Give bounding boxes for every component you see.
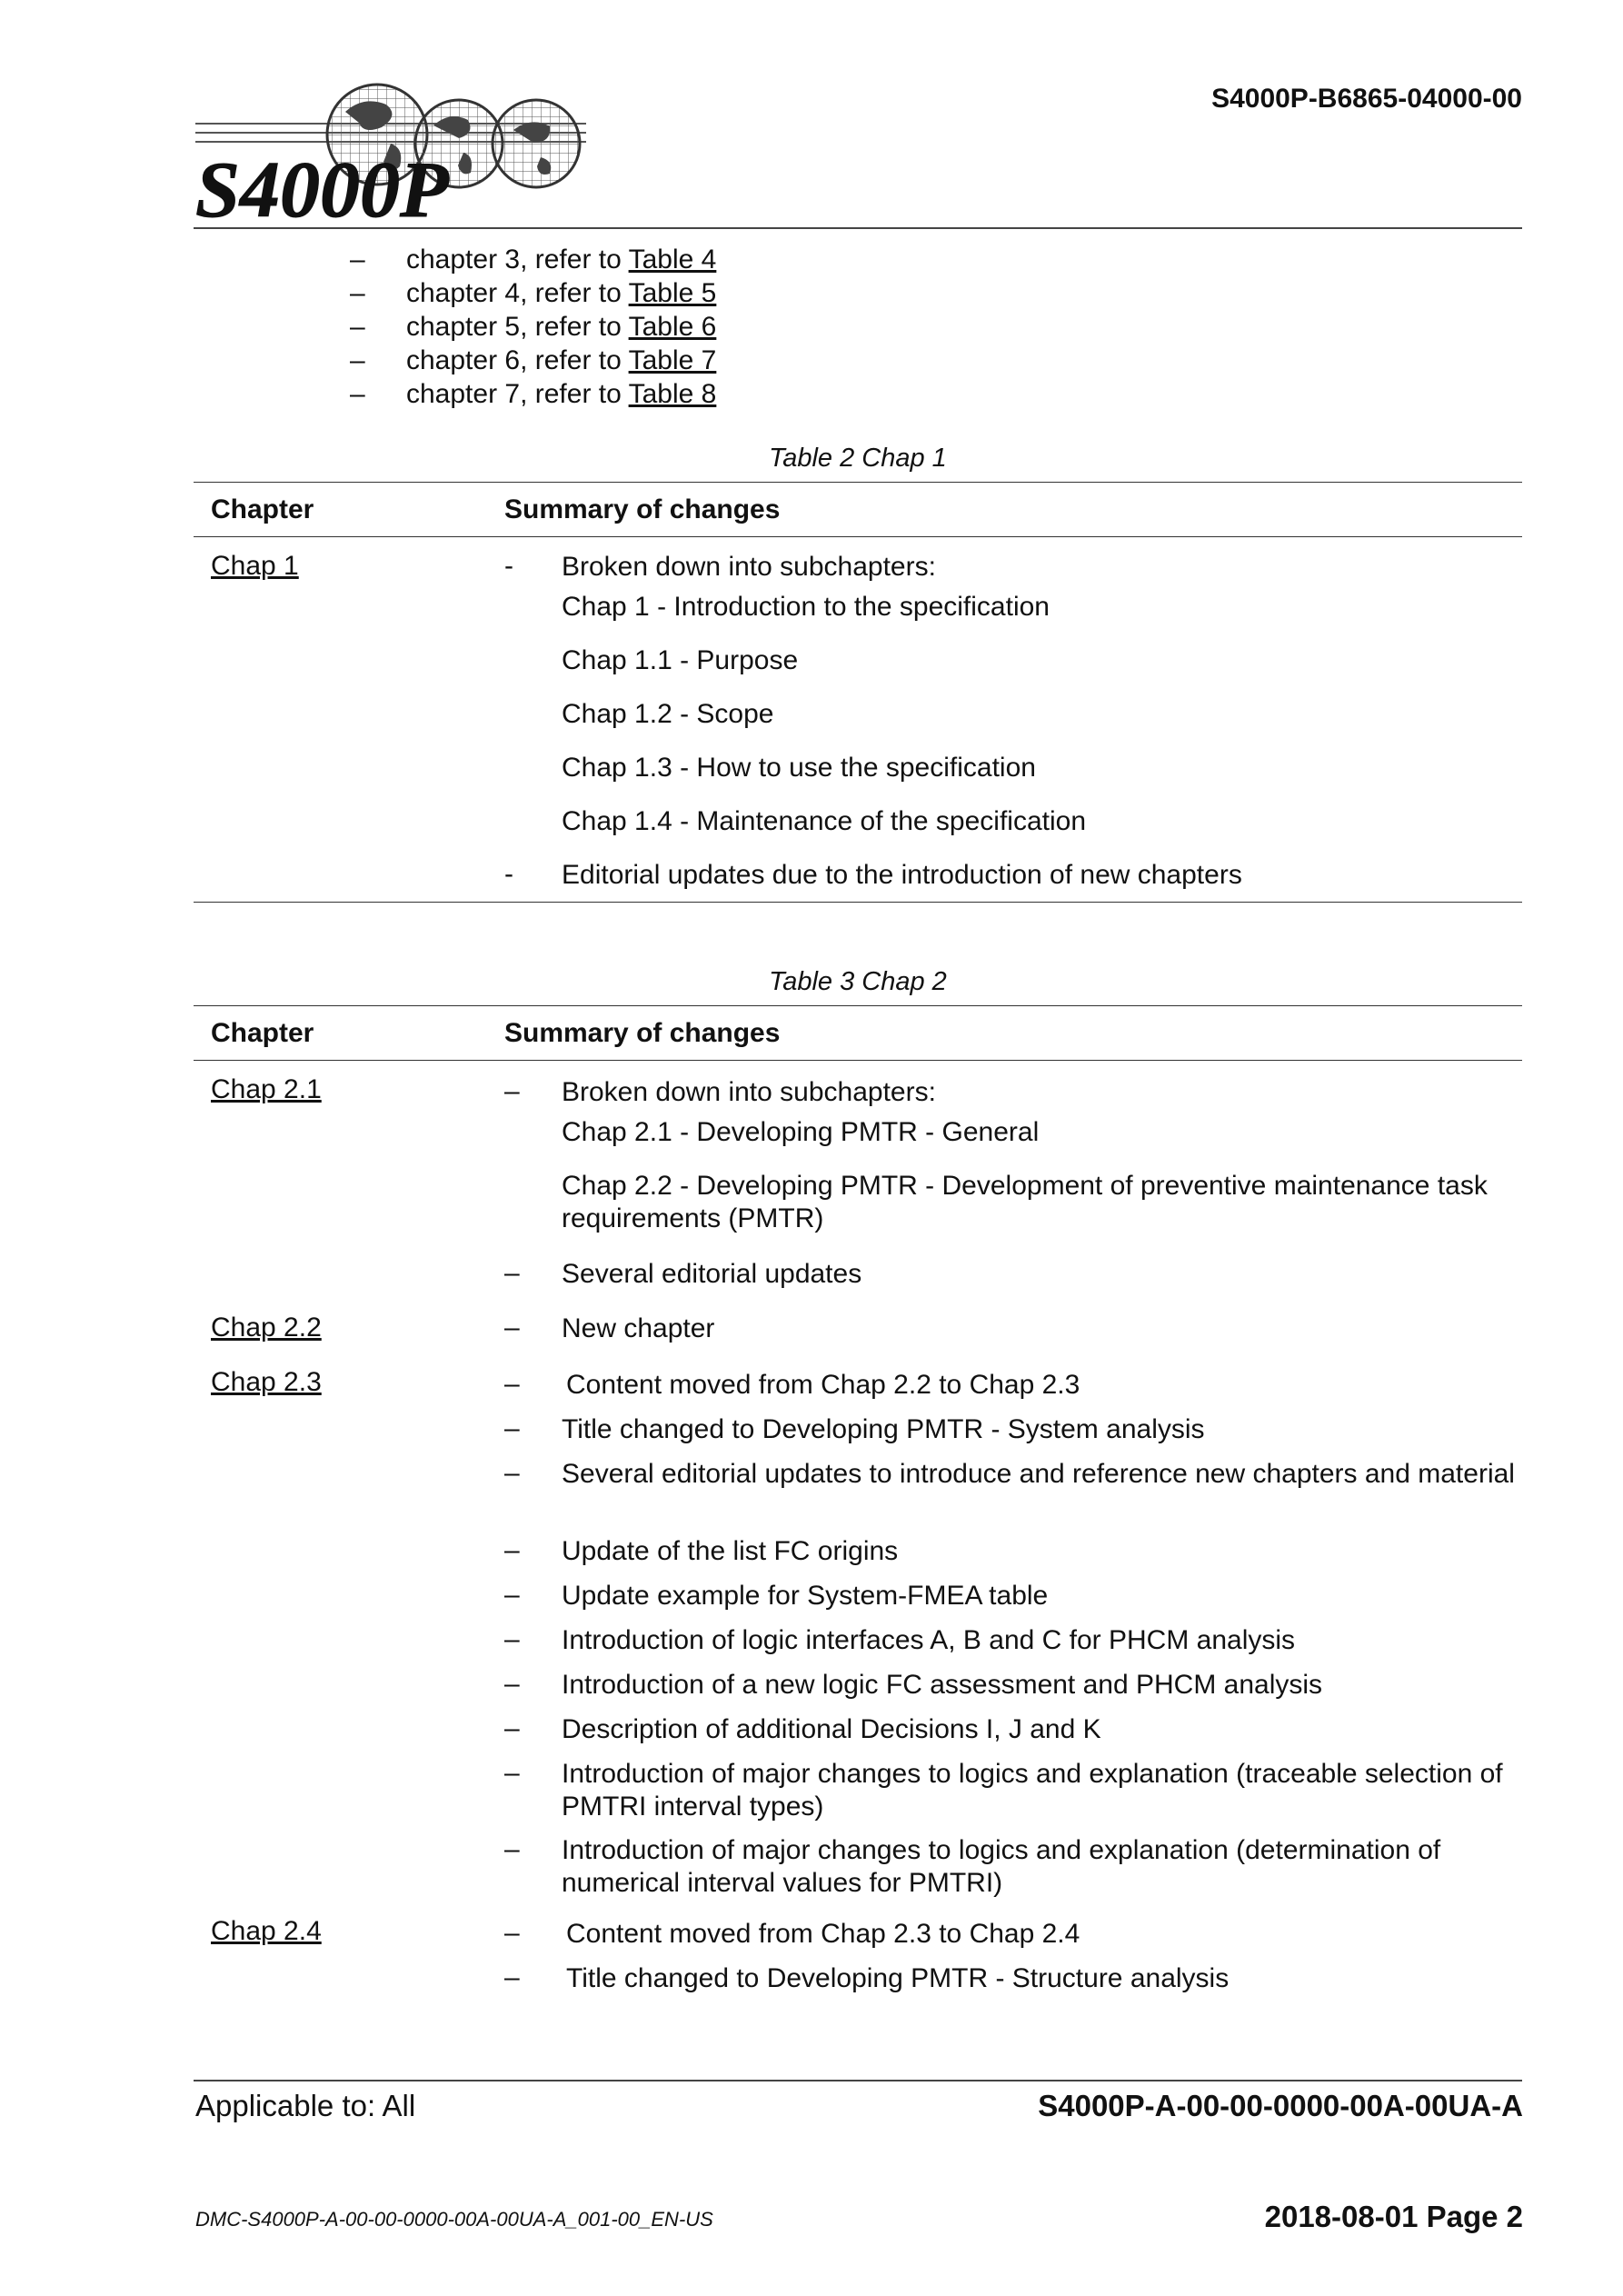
bullet-dash: –: [504, 1624, 520, 1654]
bullet-dash: –: [504, 1535, 520, 1565]
subchapter-item: Chap 1.2 - Scope: [562, 699, 774, 729]
table-4-link[interactable]: Table 4: [628, 245, 717, 275]
table-6-link[interactable]: Table 6: [628, 312, 717, 342]
header-rule: [194, 227, 1522, 229]
bullet-dash: –: [504, 1258, 520, 1288]
table-2-header-rule: [194, 536, 1522, 537]
bullet-dash: -: [504, 551, 513, 581]
subchapter-item: Chap 1.1 - Purpose: [562, 645, 799, 675]
summary-item: Introduction of a new logic FC assessment and PHCM analysis: [562, 1670, 1323, 1700]
bullet-dash: –: [504, 1369, 520, 1399]
data-module-filename: DMC-S4000P-A-00-00-0000-00A-00UA-A_001-00_EN-US: [195, 2208, 713, 2231]
table-2-bottom-rule: [194, 902, 1522, 903]
summary-item: Update example for System-FMEA table: [562, 1581, 1049, 1611]
summary-item: Introduction of major changes to logics and explanation (traceable selection of PMTRI interval types): [562, 1759, 1503, 1822]
table-2-top-rule: [194, 482, 1522, 483]
bullet-dash: –: [504, 1758, 520, 1788]
summary-item: Broken down into subchapters:: [562, 552, 936, 582]
table-8-link[interactable]: Table 8: [628, 379, 717, 409]
chap-2-4-link[interactable]: Chap 2.4: [211, 1916, 322, 1946]
summary-item: Title changed to Developing PMTR - System analysis: [562, 1414, 1205, 1444]
chap-1-link[interactable]: Chap 1: [211, 551, 299, 581]
bullet-dash: –: [504, 1962, 520, 1992]
bullet-dash: –: [504, 1918, 520, 1948]
table-3-header-rule: [194, 1060, 1522, 1061]
table-3-header-summary: Summary of changes: [504, 1018, 781, 1048]
summary-item: Several editorial updates: [562, 1259, 862, 1289]
table-2-header-chapter: Chapter: [211, 494, 314, 524]
chap-2-2-link[interactable]: Chap 2.2: [211, 1313, 322, 1343]
globe-icon: [493, 100, 580, 187]
bullet-dash: –: [504, 1580, 520, 1610]
page-date-number: 2018-08-01 Page 2: [1264, 2200, 1523, 2233]
chapter-ref-item: – chapter 7, refer to Table 8: [350, 379, 717, 409]
summary-item: Update of the list FC origins: [562, 1536, 899, 1566]
chap-2-3-link[interactable]: Chap 2.3: [211, 1367, 322, 1397]
chapter-ref-item: – chapter 3, refer to Table 4: [350, 245, 717, 275]
table-5-link[interactable]: Table 5: [628, 278, 717, 308]
logo-wordmark: S4000P: [195, 146, 449, 225]
summary-item: Introduction of major changes to logics and explanation (determination of numerical interval values for PMTRI): [562, 1835, 1441, 1898]
applicability-statement: Applicable to: All: [195, 2089, 416, 2122]
subchapter-item: Chap 1 - Introduction to the specification: [562, 592, 1050, 622]
document-code: S4000P-B6865-04000-00: [1211, 84, 1522, 114]
subchapter-item: Chap 2.2 - Developing PMTR - Development of preventive maintenance task requirements (PMTR): [562, 1171, 1488, 1233]
bullet-dash: –: [504, 1713, 520, 1743]
summary-item: Content moved from Chap 2.3 to Chap 2.4: [566, 1919, 1080, 1949]
footer-rule: [194, 2080, 1522, 2081]
bullet-dash: –: [504, 1458, 520, 1488]
subchapter-item: Chap 1.3 - How to use the specification: [562, 753, 1036, 783]
bullet-dash: –: [504, 1834, 520, 1864]
table-3-top-rule: [194, 1005, 1522, 1006]
table-7-link[interactable]: Table 7: [628, 345, 717, 375]
bullet-dash: –: [504, 1413, 520, 1443]
s4000p-logo: [195, 80, 586, 225]
summary-item: Content moved from Chap 2.2 to Chap 2.3: [566, 1370, 1080, 1400]
table-3-header-chapter: Chapter: [211, 1018, 314, 1048]
table-2-caption: Table 2 Chap 1: [769, 444, 947, 473]
subchapter-item: Chap 2.1 - Developing PMTR - General: [562, 1117, 1040, 1147]
chapter-ref-item: – chapter 4, refer to Table 5: [350, 278, 717, 308]
bullet-dash: –: [504, 1669, 520, 1699]
data-module-code: S4000P-A-00-00-0000-00A-00UA-A: [1038, 2089, 1523, 2122]
summary-item: Title changed to Developing PMTR - Structure analysis: [566, 1963, 1230, 1993]
summary-item: Broken down into subchapters:: [562, 1077, 936, 1107]
table-3-caption: Table 3 Chap 2: [769, 967, 947, 996]
bullet-dash: -: [504, 859, 513, 889]
chapter-ref-item: – chapter 6, refer to Table 7: [350, 345, 717, 375]
chap-2-1-link[interactable]: Chap 2.1: [211, 1074, 322, 1104]
bullet-dash: –: [504, 1076, 520, 1106]
summary-item: New chapter: [562, 1313, 715, 1343]
summary-item: Description of additional Decisions I, J and K: [562, 1714, 1101, 1744]
bullet-dash: –: [504, 1313, 520, 1343]
summary-item: Introduction of logic interfaces A, B and C for PHCM analysis: [562, 1625, 1296, 1655]
table-2-header-summary: Summary of changes: [504, 494, 781, 524]
summary-item: Editorial updates due to the introduction of new chapters: [562, 860, 1242, 890]
chapter-ref-item: – chapter 5, refer to Table 6: [350, 312, 717, 342]
summary-item: Several editorial updates to introduce and reference new chapters and material: [562, 1459, 1515, 1489]
subchapter-item: Chap 1.4 - Maintenance of the specification: [562, 806, 1087, 836]
